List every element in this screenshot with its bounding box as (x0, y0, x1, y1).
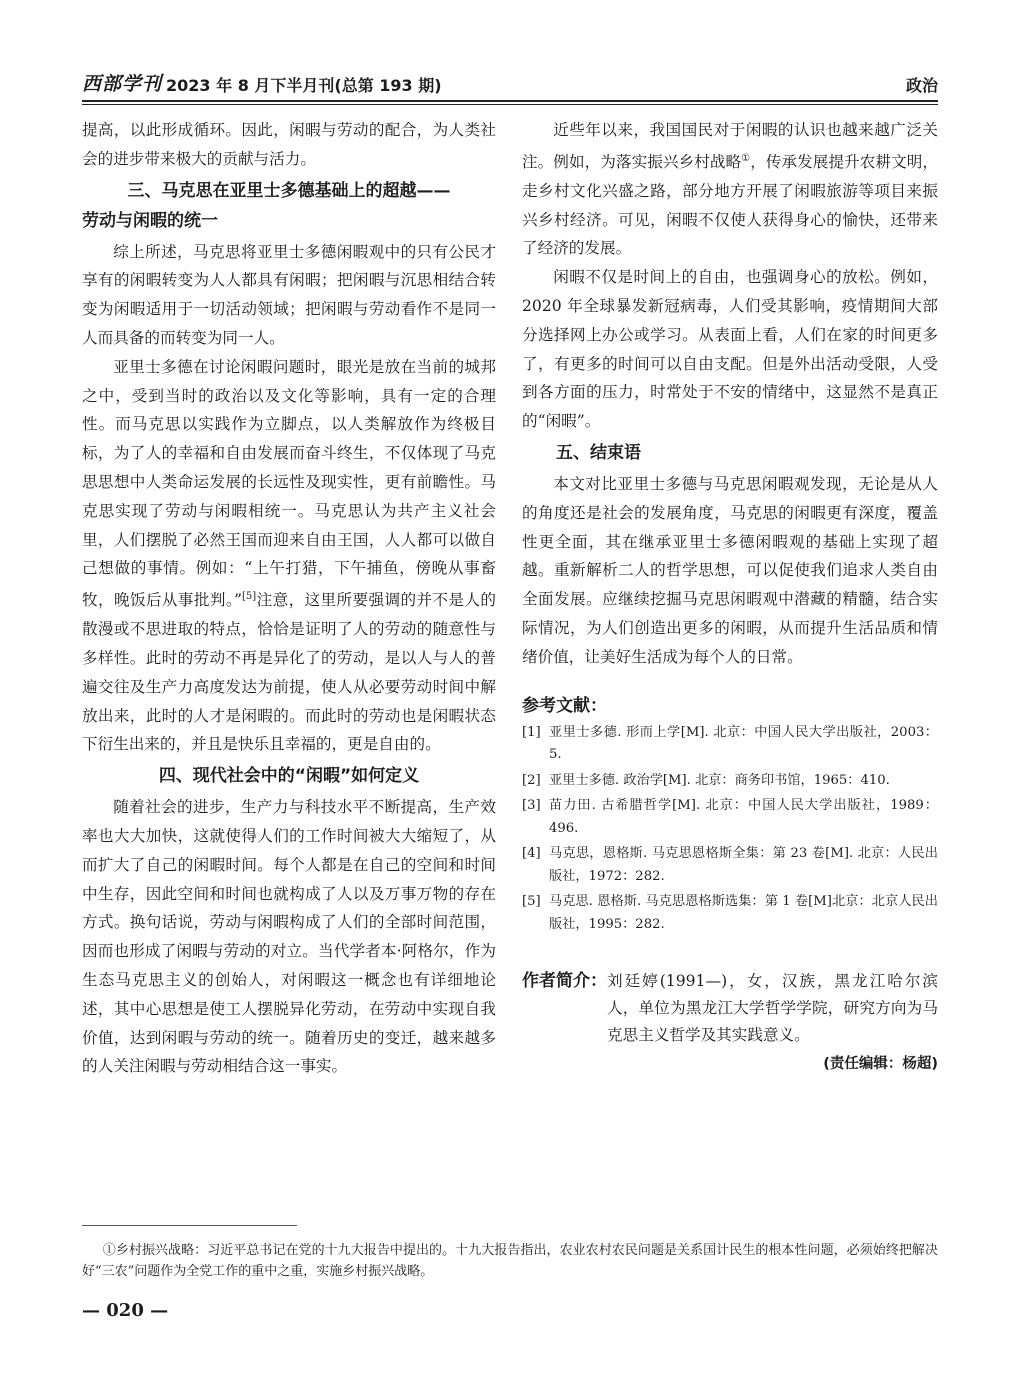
reference-text: 苗力田. 古希腊哲学[M]. 北京：中国人民大学出版社，1989：496. (549, 798, 938, 836)
reference-text: 马克思，恩格斯. 马克思恩格斯全集：第 23 卷[M]. 北京：人民出版社，1972：282. (549, 846, 938, 884)
references-title: 参考文献： (522, 695, 607, 716)
footnote-rule (82, 1225, 297, 1226)
paragraph-text: ，传承发展提升农耕文明，走乡村文化兴盛之路，部分地方开展了闲暇旅游等项目来振兴乡村经济。可见，闲暇不仅使人获得身心的愉快，还带来了经济的发展。 (522, 152, 938, 258)
paragraph: 提高，以此形成循环。因此，闲暇与劳动的配合，为人类社会的进步带来极大的贡献与活力。 (82, 121, 496, 168)
author-bio-label: 作者简介： (522, 971, 607, 992)
paragraph-text: 亚里士多德在讨论闲暇问题时，眼光是放在当前的城邦之中，受到当时的政治以及文化等影响，具有一定的合理性。而马克思以实践作为立脚点，以人类解放作为终极目标，为了人的幸福和自由发展而奋斗终生，不仅体现了马克思思想中人类命运发展的长远性及现实性，更有前瞻性。马克思实现了劳动与闲暇相统一。马克思认为共产主义社会里，人们摆脱了必然王国而迎来自由王国，人人都可以做自己想做的事情。例如：“上午打猎，下午捕鱼，傍晚从事畜牧，晚饭后从事批判。” (82, 357, 496, 610)
issue-info: 2023 年 8 月下半月刊(总第 193 期) (166, 76, 442, 95)
reference-list (522, 722, 938, 937)
section-name: 政治 (905, 76, 938, 95)
paragraph (522, 116, 938, 263)
reference-number: [2] (522, 772, 541, 788)
reference-item (522, 722, 938, 767)
author-bio (522, 968, 938, 1049)
reference-item (522, 843, 938, 888)
header-rule (82, 100, 938, 102)
footnote: ①乡村振兴战略：习近平总书记在党的十九大报告中提出的。十九大报告指出，农业农村农民问题是关系国计民生的根本性问题，必须始终把解决好“三农”问题作为全党工作的重中之重，实施乡村振兴战略。 (82, 1243, 938, 1279)
reference-item (522, 891, 938, 936)
paragraph (82, 353, 496, 759)
citation: [5] (242, 591, 257, 603)
header-rule-thin (82, 104, 938, 105)
section-heading-4: 四、现代社会中的“闲暇”如何定义 (158, 766, 420, 787)
reference-number: [4] (522, 846, 541, 862)
paragraph: 随着社会的进步，生产力与科技水平不断提高，生产效率也大大加快，这就使得人们的工作时间被大大缩短了，从而扩大了自己的闲暇时间。每个人都是在自己的空间和时间中生存，因此空间和时间也就构成了人以及万事万物的存在方式。换句话说，劳动与闲暇构成了人们的全部时间范围，因而也形成了闲暇与劳动的对立。当代学者本·阿格尔，作为生态马克思主义的创始人，对闲暇这一概念也有详细地论述，其中心思想是使工人摆脱异化劳动，在劳动中实现自我价值，达到闲暇与劳动的统一。随着历史的变迁，越来越多的人关注闲暇与劳动相结合这一事实。 (82, 798, 496, 1076)
left-column (82, 116, 496, 1081)
paragraph-text: 注意，这里所要强调的并不是人的散漫或不思进取的特点，恰恰是证明了人的劳动的随意性与多样性。此时的劳动不再是异化了的劳动，是以人与人的普遍交往及生产力高度发达为前提，使人从必要劳动时间中解放出来，此时的人才是闲暇的。而此时的劳动也是闲暇状态下衍生出来的，并且是快乐且幸福的，更是自由的。 (82, 591, 496, 754)
section-heading-5: 五、结束语 (556, 442, 641, 463)
reference-text: 亚里士多德. 形而上学[M]. 北京：中国人民大学出版社，2003：5. (549, 724, 938, 763)
paragraph: 综上所述，马克思将亚里士多德闲暇观中的只有公民才享有的闲暇转变为人人都具有闲暇；把闲暇与沉思相结合转变为闲暇适用于一切活动领域；把闲暇与劳动看作不是同一人而具备的而转变为同一人。 (82, 242, 496, 347)
page-number: — 020 — (82, 1300, 169, 1321)
running-header (82, 70, 938, 96)
footnote-marker: ① (741, 152, 751, 164)
paragraph-text: 近些年以来，我国国民对于闲暇的认识也越来越广泛关注。例如，为落实振兴乡村战略 (522, 121, 938, 171)
heading-line: 三、马克思在亚里士多德基础上的超越—— (127, 180, 451, 201)
author-bio-text: 刘廷婷(1991—)，女，汉族，黑龙江哈尔滨人，单位为黑龙江大学哲学学院，研究方向为马克思主义哲学及其实践意义。 (607, 972, 938, 1045)
paragraph: 本文对比亚里士多德与马克思闲暇观发现，无论是从人的角度还是社会的发展角度，马克思的闲暇更有深度，覆盖性更全面，其在继承亚里士多德闲暇观的基础上实现了超越。重新解析二人的哲学思想，可以促使我们追求人类自由全面发展。应继续挖掘马克思闲暇观中潜藏的精髓，结合实际情况，为人们创造出更多的闲暇，从而提升生活品质和情绪价值，让美好生活成为每个人的日常。 (522, 474, 938, 666)
section-heading-3-cont (82, 206, 496, 236)
reference-text: 马克思. 恩格斯. 马克思恩格斯选集：第 1 卷[M]北京：北京人民出版社，1995：282. (549, 894, 938, 932)
header-left (82, 69, 442, 96)
paragraph: 闲暇不仅是时间上的自由，也强调身心的放松。例如，2020 年全球暴发新冠病毒，人们受其影响，疫情期间大部分选择网上办公或学习。从表面上看，人们在家的时间更多了，有更多的时间可以自由支配。但是外出活动受限，人受到各方面的压力，时常处于不安的情绪中，这显然不是真正的“闲暇”。 (522, 268, 938, 431)
reference-text: 亚里士多德. 政治学[M]. 北京：商务印书馆，1965：410. (549, 772, 890, 788)
section-heading-3 (82, 176, 496, 206)
reference-item (522, 770, 938, 793)
right-column (522, 116, 938, 1077)
reference-item (522, 795, 938, 840)
reference-number: [3] (522, 798, 541, 814)
responsible-editor: (责任编辑：杨超) (823, 1056, 938, 1073)
reference-number: [1] (522, 724, 541, 740)
heading-line: 劳动与闲暇的统一 (82, 210, 218, 231)
journal-logo: 西部学刊 (82, 73, 163, 95)
reference-number: [5] (522, 894, 541, 910)
